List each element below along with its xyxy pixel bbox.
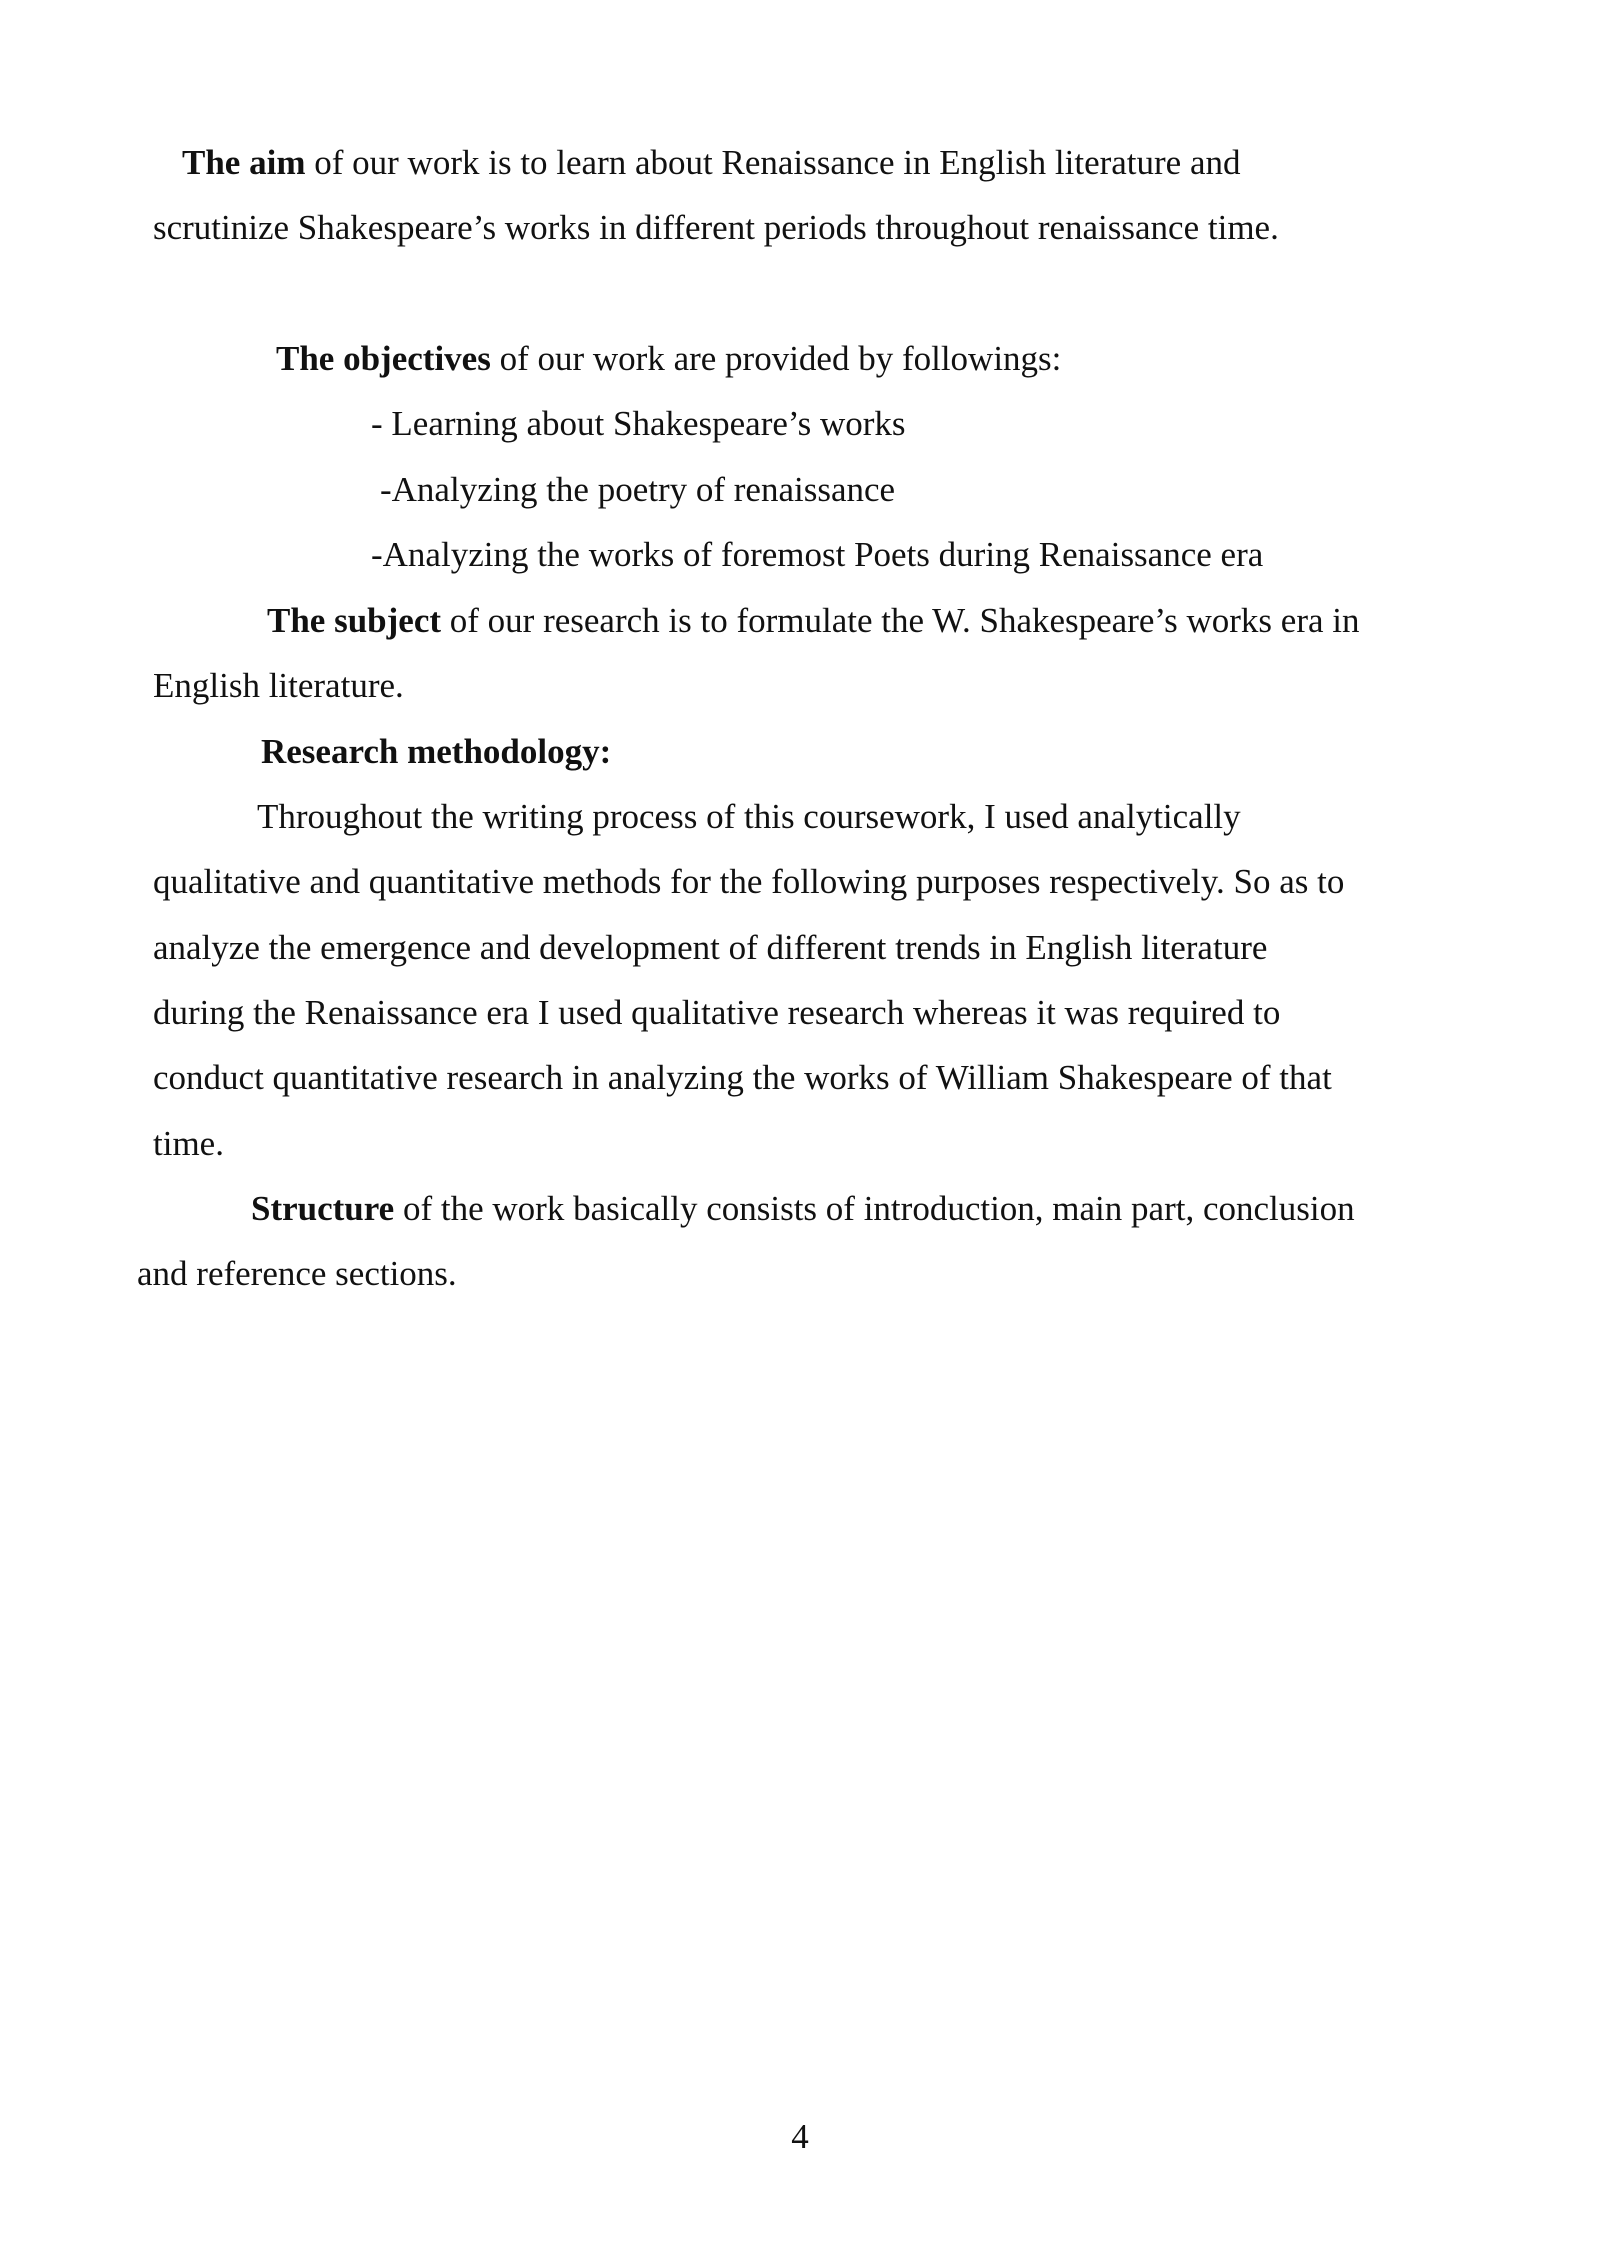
objective-item-3: -Analyzing the works of foremost Poets during Renaissance era xyxy=(371,535,1264,574)
methodology-line-2: qualitative and quantitative methods for the following purposes respectively. So as to xyxy=(153,862,1345,901)
methodology-line-4: during the Renaissance era I used qualitative research whereas it was required to xyxy=(153,993,1281,1032)
aim-line-1 xyxy=(182,143,1241,183)
methodology-line-1: Throughout the writing process of this coursework, I used analytically xyxy=(257,797,1241,836)
structure-line-2: and reference sections. xyxy=(137,1254,457,1293)
subject-label: The subject xyxy=(267,601,442,640)
structure-label: Structure xyxy=(251,1189,395,1228)
objectives-intro-text: of our work are provided by followings: xyxy=(490,339,1062,378)
methodology-line-3: analyze the emergence and development of different trends in English literature xyxy=(153,928,1268,967)
aim-line-2: scrutinize Shakespeare’s works in different periods throughout renaissance time. xyxy=(153,208,1279,247)
aim-label: The aim xyxy=(182,143,306,182)
page-number: 4 xyxy=(791,2117,809,2156)
methodology-line-5: conduct quantitative research in analyzing the works of William Shakespeare of that xyxy=(153,1058,1332,1097)
subject-text-1: of our research is to formulate the W. Shakespeare’s works era in xyxy=(441,601,1360,640)
structure-line-1 xyxy=(251,1189,1355,1229)
aim-text-1: of our work is to learn about Renaissance in English literature and xyxy=(305,143,1241,182)
subject-line-1 xyxy=(267,601,1360,641)
objective-item-1: - Learning about Shakespeare’s works xyxy=(371,404,906,443)
objectives-label: The objectives xyxy=(276,339,491,378)
structure-text-1: of the work basically consists of introduction, main part, conclusion xyxy=(394,1189,1355,1228)
methodology-heading: Research methodology: xyxy=(261,732,612,771)
methodology-line-6: time. xyxy=(153,1124,224,1163)
subject-line-2: English literature. xyxy=(153,666,404,705)
objective-item-2: -Analyzing the poetry of renaissance xyxy=(380,470,896,509)
objectives-intro xyxy=(276,339,1061,379)
